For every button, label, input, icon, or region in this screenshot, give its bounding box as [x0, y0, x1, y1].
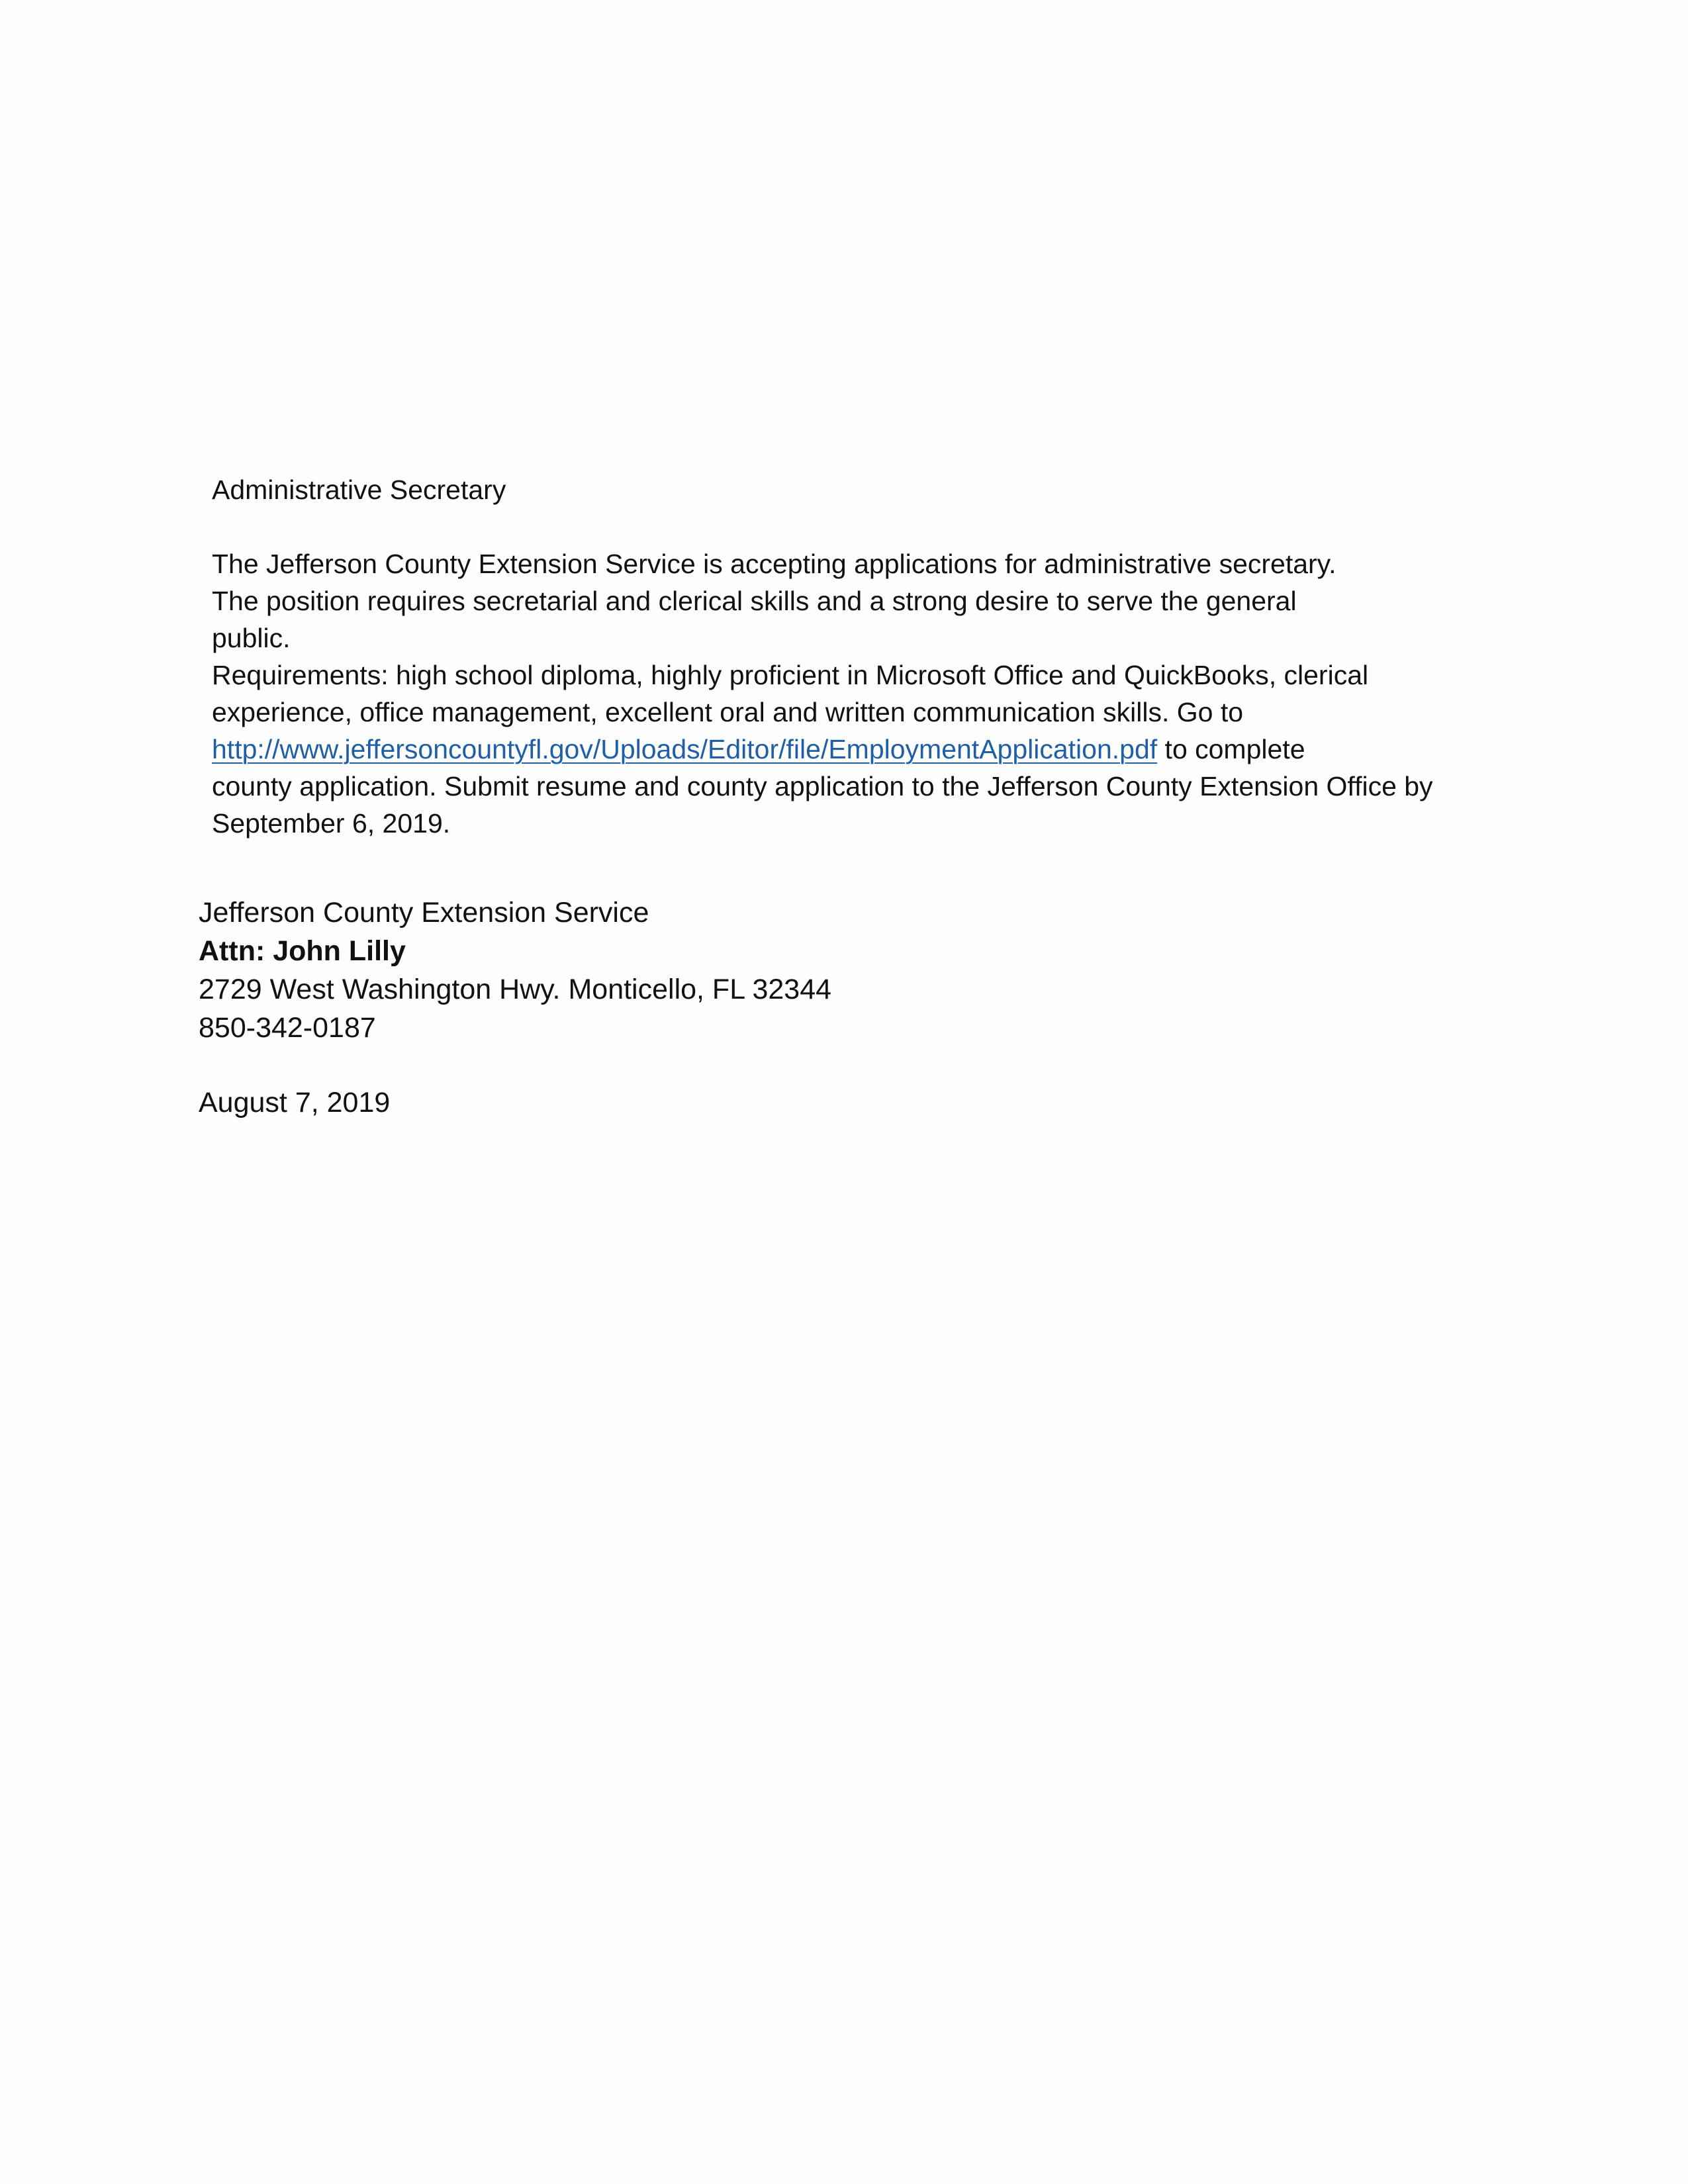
description-line-2: The position requires secretarial and clerical skills and a strong desire to serve the general — [212, 586, 1297, 616]
employment-application-link[interactable]: http://www.jeffersoncountyfl.gov/Uploads/Editor/file/EmploymentApplication.pdf — [212, 734, 1158, 764]
requirements-line-2: experience, office management, excellent oral and written communication skills. Go to — [212, 697, 1244, 727]
job-description — [212, 545, 1523, 842]
posting-date: August 7, 2019 — [199, 1087, 391, 1118]
phone-number: 850-342-0187 — [199, 1012, 376, 1044]
submission-line: county application. Submit resume and county application to the Jefferson County Extension Office by — [212, 771, 1433, 801]
description-line-3: public. — [212, 623, 291, 653]
application-link-line — [212, 731, 1523, 768]
link-suffix-text: to complete — [1157, 734, 1305, 764]
description-line-1: The Jefferson County Extension Service is accepting applications for administrative secretary. — [212, 549, 1336, 579]
mailing-address: 2729 West Washington Hwy. Monticello, FL 32344 — [199, 974, 832, 1005]
attention-line: Attn: John Lilly — [199, 935, 406, 967]
organization-name: Jefferson County Extension Service — [199, 897, 649, 929]
contact-block — [199, 893, 1125, 1047]
job-notice — [212, 471, 1523, 842]
deadline-line: September 6, 2019. — [212, 808, 451, 839]
job-title: Administrative Secretary — [212, 475, 506, 505]
requirements-line-1: Requirements: high school diploma, highly proficient in Microsoft Office and QuickBooks, clerical — [212, 660, 1369, 690]
